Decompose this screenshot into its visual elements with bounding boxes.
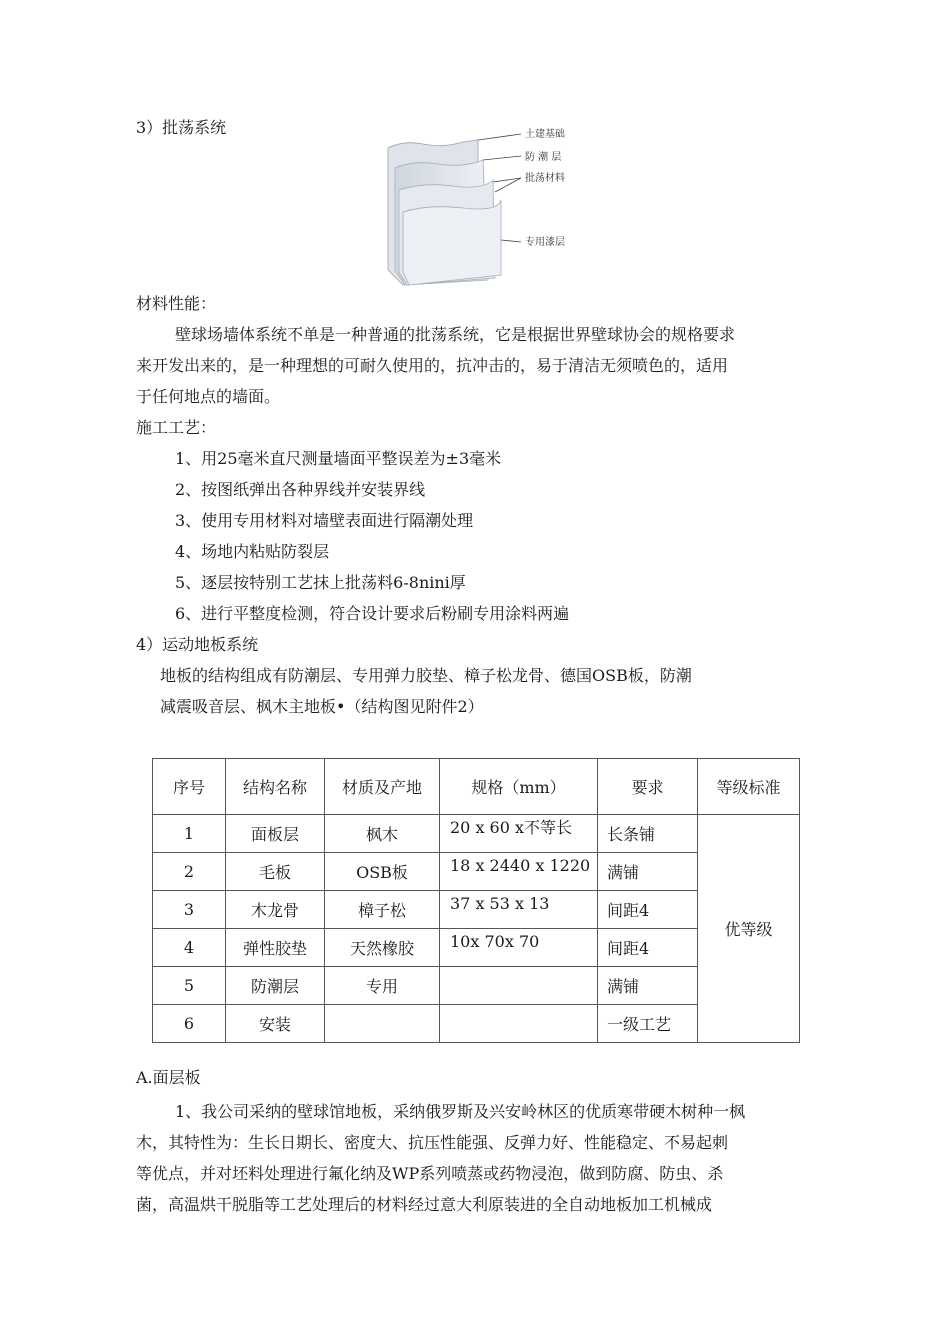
process-step: 5、逐层按特别工艺抹上批荡料6-8nini厚 <box>175 573 466 592</box>
table-header-row <box>153 759 800 815</box>
table-row <box>153 815 800 853</box>
table-cell: 间距4 <box>598 891 698 929</box>
table-cell: 专用 <box>325 967 440 1005</box>
table-cell: 3 <box>153 891 226 929</box>
material-line-2: 来开发出来的，是一种理想的可耐久使用的，抗冲击的，易于清洁无须喷色的，适用 <box>136 356 729 375</box>
table-cell: 面板层 <box>226 815 325 853</box>
spec-value <box>450 1008 597 1042</box>
table-cell: 5 <box>153 967 226 1005</box>
table-header: 材质及产地 <box>325 759 440 815</box>
table-cell: 长条铺 <box>598 815 698 853</box>
figure-label-base: 土建基础 <box>525 129 565 140</box>
spec-value: 18 x 2440 x 1220 <box>450 856 591 875</box>
plaster-layer-diagram <box>383 120 593 290</box>
table-cell: 1 <box>153 815 226 853</box>
section3-title: 3）批荡系统 <box>136 118 227 137</box>
table-cell: 满铺 <box>598 853 698 891</box>
section4-title: 4）运动地板系统 <box>136 635 259 654</box>
spec-value <box>450 970 597 1004</box>
floor-line-1: 地板的结构组成有防潮层、专用弹力胶垫、樟子松龙骨、德国OSB板，防潮 <box>160 666 692 685</box>
table-cell: 2 <box>153 853 226 891</box>
spec-value: 37 x 53 x 13 <box>450 894 550 913</box>
process-step: 4、场地内粘贴防裂层 <box>175 542 330 561</box>
material-line-3: 于任何地点的墙面。 <box>136 387 281 406</box>
table-header: 结构名称 <box>226 759 325 815</box>
process-step: 6、进行平整度检测，符合设计要求后粉刷专用涂料两遍 <box>175 604 570 623</box>
table-header: 规格（mm） <box>440 759 598 815</box>
table-header: 要求 <box>598 759 698 815</box>
table-cell: OSB板 <box>325 853 440 891</box>
figure-label-coating: 专用漆层 <box>525 237 565 248</box>
table-cell: 满铺 <box>598 967 698 1005</box>
spec-value: 10x 70x 70 <box>450 932 540 951</box>
process-step: 1、用25毫米直尺测量墙面平整误差为±3毫米 <box>175 449 502 468</box>
table-cell: 弹性胶垫 <box>226 929 325 967</box>
sectionA-line-1: 1、我公司采纳的壁球馆地板，采纳俄罗斯及兴安岭林区的优质寒带硬木树种一枫 <box>175 1102 746 1121</box>
table-cell <box>440 815 598 853</box>
table-cell: 4 <box>153 929 226 967</box>
table-cell <box>440 1005 598 1043</box>
process-step: 2、按图纸弹出各种界线并安装界线 <box>175 480 426 499</box>
table-header: 等级标准 <box>698 759 800 815</box>
material-heading: 材料性能： <box>136 294 217 313</box>
material-line-1: 壁球场墙体系统不单是一种普通的批荡系统，它是根据世界壁球协会的规格要求 <box>175 325 736 344</box>
sectionA-title: A.面层板 <box>136 1068 201 1087</box>
table-cell <box>440 891 598 929</box>
table-cell: 枫木 <box>325 815 440 853</box>
sectionA-line-4: 菌，高温烘干脱脂等工艺处理后的材料经过意大利原装进的全自动地板加工机械成 <box>136 1195 713 1214</box>
floor-line-2: 减震吸音层、枫木主地板•（结构图见附件2） <box>160 697 484 716</box>
table-cell <box>440 967 598 1005</box>
table-cell: 6 <box>153 1005 226 1043</box>
table-cell: 毛板 <box>226 853 325 891</box>
figure-label-plaster: 批荡材料 <box>525 173 565 184</box>
table-cell: 樟子松 <box>325 891 440 929</box>
grade-cell: 优等级 <box>698 815 800 1043</box>
table-cell: 一级工艺 <box>598 1005 698 1043</box>
table-cell: 木龙骨 <box>226 891 325 929</box>
process-heading: 施工工艺： <box>136 418 217 437</box>
floor-structure-table <box>152 758 800 1043</box>
spec-value: 20 x 60 x不等长 <box>450 818 573 837</box>
table-cell <box>440 929 598 967</box>
figure-label-moisture: 防 潮 层 <box>525 152 562 163</box>
table-cell: 间距4 <box>598 929 698 967</box>
process-step: 3、使用专用材料对墙壁表面进行隔潮处理 <box>175 511 474 530</box>
sectionA-line-3: 等优点，并对坯料处理进行氟化纳及WP系列喷蒸或药物浸泡，做到防腐、防虫、杀 <box>136 1164 724 1183</box>
sectionA-line-2: 木，其特性为：生长日期长、密度大、抗压性能强、反弹力好、性能稳定、不易起刺 <box>136 1133 729 1152</box>
table-cell: 安装 <box>226 1005 325 1043</box>
table-cell <box>325 1005 440 1043</box>
table-cell <box>440 853 598 891</box>
table-cell: 防潮层 <box>226 967 325 1005</box>
table-header: 序号 <box>153 759 226 815</box>
table-cell: 天然橡胶 <box>325 929 440 967</box>
